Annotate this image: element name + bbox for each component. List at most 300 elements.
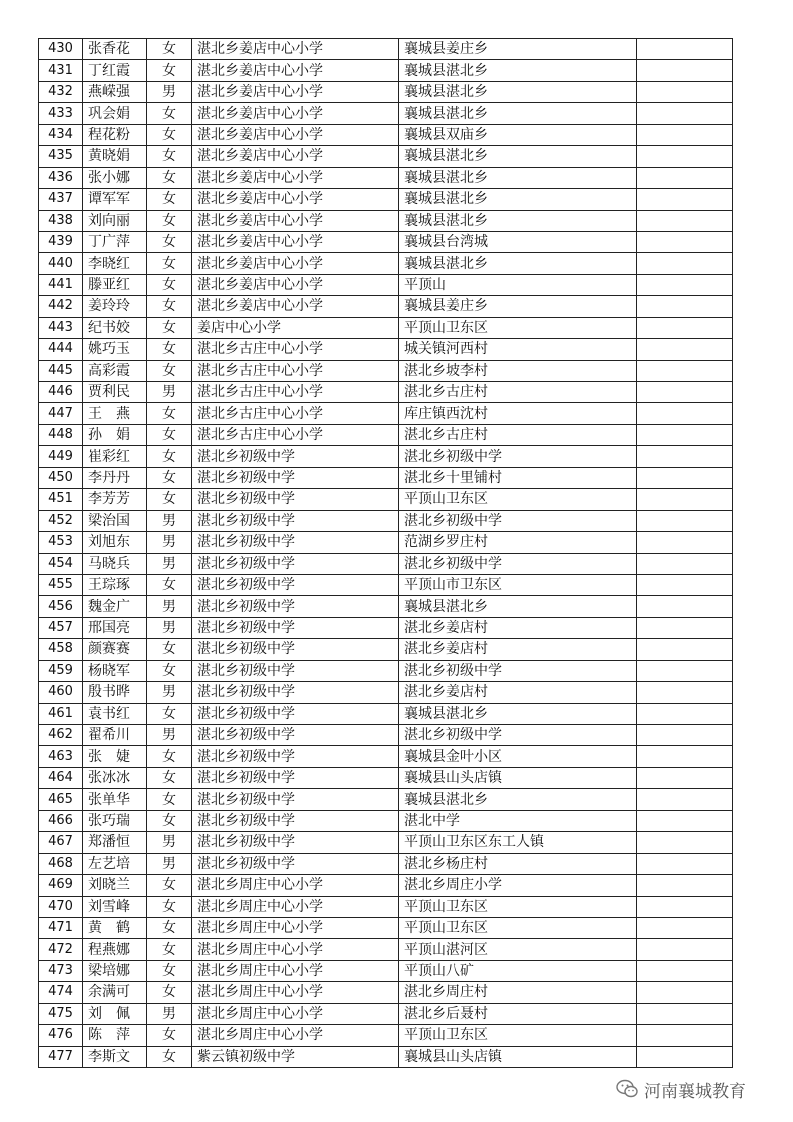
remark-cell [637, 274, 733, 295]
table-row [39, 767, 733, 788]
remark-cell [637, 403, 733, 424]
gender-cell: 女 [147, 982, 192, 1003]
row-number-cell: 456 [39, 596, 83, 617]
remark-cell [637, 1003, 733, 1024]
school-cell: 姜店中心小学 [192, 317, 399, 338]
address-cell: 襄城县湛北乡 [399, 596, 637, 617]
row-number-cell: 463 [39, 746, 83, 767]
gender-cell: 女 [147, 124, 192, 145]
table-row [39, 189, 733, 210]
address-cell: 平顶山湛河区 [399, 939, 637, 960]
gender-cell: 女 [147, 360, 192, 381]
table-row [39, 917, 733, 938]
table-row [39, 832, 733, 853]
name-cell: 崔彩红 [83, 446, 147, 467]
address-cell: 襄城县金叶小区 [399, 746, 637, 767]
school-cell: 湛北乡初级中学 [192, 446, 399, 467]
gender-cell: 女 [147, 467, 192, 488]
gender-cell: 女 [147, 60, 192, 81]
remark-cell [637, 467, 733, 488]
name-cell: 黄晓娟 [83, 146, 147, 167]
table-row [39, 103, 733, 124]
gender-cell: 女 [147, 339, 192, 360]
remark-cell [637, 960, 733, 981]
name-cell: 滕亚红 [83, 274, 147, 295]
name-cell: 刘 佩 [83, 1003, 147, 1024]
table-row [39, 446, 733, 467]
address-cell: 襄城县湛北乡 [399, 789, 637, 810]
remark-cell [637, 939, 733, 960]
gender-cell: 女 [147, 960, 192, 981]
remark-cell [637, 146, 733, 167]
table-row [39, 639, 733, 660]
name-cell: 黄 鹤 [83, 917, 147, 938]
gender-cell: 女 [147, 231, 192, 252]
row-number-cell: 444 [39, 339, 83, 360]
table-row [39, 725, 733, 746]
address-cell: 襄城县湛北乡 [399, 103, 637, 124]
gender-cell: 女 [147, 875, 192, 896]
table-row [39, 853, 733, 874]
name-cell: 巩会娟 [83, 103, 147, 124]
remark-cell [637, 725, 733, 746]
name-cell: 刘晓兰 [83, 875, 147, 896]
row-number-cell: 471 [39, 917, 83, 938]
address-cell: 襄城县湛北乡 [399, 189, 637, 210]
gender-cell: 女 [147, 317, 192, 338]
name-cell: 左艺培 [83, 853, 147, 874]
gender-cell: 女 [147, 896, 192, 917]
address-cell: 湛北乡杨庄村 [399, 853, 637, 874]
gender-cell: 女 [147, 210, 192, 231]
name-cell: 程花粉 [83, 124, 147, 145]
row-number-cell: 462 [39, 725, 83, 746]
gender-cell: 女 [147, 574, 192, 595]
school-cell: 湛北乡初级中学 [192, 489, 399, 510]
name-cell: 李丹丹 [83, 467, 147, 488]
school-cell: 湛北乡周庄中心小学 [192, 917, 399, 938]
table-row [39, 167, 733, 188]
name-cell: 张单华 [83, 789, 147, 810]
name-cell: 高彩霞 [83, 360, 147, 381]
name-cell: 郑潘恒 [83, 832, 147, 853]
remark-cell [637, 767, 733, 788]
table-row [39, 467, 733, 488]
row-number-cell: 469 [39, 875, 83, 896]
row-number-cell: 466 [39, 810, 83, 831]
school-cell: 湛北乡姜店中心小学 [192, 189, 399, 210]
gender-cell: 男 [147, 1003, 192, 1024]
address-cell: 湛北乡初级中学 [399, 553, 637, 574]
gender-cell: 女 [147, 296, 192, 317]
name-cell: 张冰冰 [83, 767, 147, 788]
remark-cell [637, 317, 733, 338]
watermark [616, 1077, 746, 1101]
row-number-cell: 452 [39, 510, 83, 531]
row-number-cell: 440 [39, 253, 83, 274]
school-cell: 湛北乡初级中学 [192, 853, 399, 874]
table-row [39, 317, 733, 338]
table-row [39, 510, 733, 531]
row-number-cell: 464 [39, 767, 83, 788]
table-row [39, 660, 733, 681]
address-cell: 平顶山卫东区东工人镇 [399, 832, 637, 853]
row-number-cell: 431 [39, 60, 83, 81]
row-number-cell: 430 [39, 39, 83, 60]
row-number-cell: 459 [39, 660, 83, 681]
school-cell: 湛北乡初级中学 [192, 725, 399, 746]
remark-cell [637, 682, 733, 703]
address-cell: 湛北乡姜店村 [399, 639, 637, 660]
name-cell: 丁广萍 [83, 231, 147, 252]
school-cell: 湛北乡初级中学 [192, 467, 399, 488]
school-cell: 湛北乡周庄中心小学 [192, 1003, 399, 1024]
table-row [39, 60, 733, 81]
gender-cell: 女 [147, 274, 192, 295]
table-row [39, 896, 733, 917]
gender-cell: 女 [147, 767, 192, 788]
school-cell: 湛北乡初级中学 [192, 510, 399, 531]
address-cell: 平顶山卫东区 [399, 896, 637, 917]
remark-cell [637, 917, 733, 938]
row-number-cell: 468 [39, 853, 83, 874]
remark-cell [637, 210, 733, 231]
remark-cell [637, 510, 733, 531]
remark-cell [637, 853, 733, 874]
address-cell: 平顶山卫东区 [399, 489, 637, 510]
table-row [39, 810, 733, 831]
school-cell: 湛北乡周庄中心小学 [192, 1025, 399, 1046]
school-cell: 湛北乡初级中学 [192, 617, 399, 638]
school-cell: 湛北乡周庄中心小学 [192, 875, 399, 896]
gender-cell: 女 [147, 189, 192, 210]
row-number-cell: 448 [39, 424, 83, 445]
row-number-cell: 434 [39, 124, 83, 145]
table-row [39, 360, 733, 381]
remark-cell [637, 81, 733, 102]
school-cell: 湛北乡初级中学 [192, 832, 399, 853]
wechat-official-account-icon [616, 1079, 638, 1099]
row-number-cell: 458 [39, 639, 83, 660]
school-cell: 湛北乡姜店中心小学 [192, 60, 399, 81]
name-cell: 孙 娟 [83, 424, 147, 445]
school-cell: 湛北乡初级中学 [192, 553, 399, 574]
row-number-cell: 451 [39, 489, 83, 510]
address-cell: 襄城县湛北乡 [399, 81, 637, 102]
address-cell: 湛北乡初级中学 [399, 510, 637, 531]
name-cell: 张香花 [83, 39, 147, 60]
name-cell: 贾利民 [83, 382, 147, 403]
remark-cell [637, 39, 733, 60]
gender-cell: 女 [147, 660, 192, 681]
table-row [39, 210, 733, 231]
address-cell: 城关镇河西村 [399, 339, 637, 360]
gender-cell: 女 [147, 253, 192, 274]
gender-cell: 女 [147, 1046, 192, 1067]
school-cell: 湛北乡古庄中心小学 [192, 403, 399, 424]
row-number-cell: 461 [39, 703, 83, 724]
school-cell: 湛北乡姜店中心小学 [192, 103, 399, 124]
name-cell: 姜玲玲 [83, 296, 147, 317]
school-cell: 湛北乡古庄中心小学 [192, 360, 399, 381]
address-cell: 湛北乡初级中学 [399, 725, 637, 746]
table-row [39, 682, 733, 703]
name-cell: 翟希川 [83, 725, 147, 746]
school-cell: 湛北乡姜店中心小学 [192, 146, 399, 167]
table-row [39, 1003, 733, 1024]
address-cell: 湛北乡姜店村 [399, 682, 637, 703]
name-cell: 余满可 [83, 982, 147, 1003]
row-number-cell: 443 [39, 317, 83, 338]
row-number-cell: 450 [39, 467, 83, 488]
school-cell: 湛北乡周庄中心小学 [192, 982, 399, 1003]
school-cell: 湛北乡姜店中心小学 [192, 210, 399, 231]
row-number-cell: 467 [39, 832, 83, 853]
name-cell: 燕嵘强 [83, 81, 147, 102]
table-row [39, 146, 733, 167]
gender-cell: 男 [147, 596, 192, 617]
address-cell: 襄城县姜庄乡 [399, 296, 637, 317]
name-cell: 纪书姣 [83, 317, 147, 338]
school-cell: 湛北乡初级中学 [192, 767, 399, 788]
name-cell: 丁红霞 [83, 60, 147, 81]
address-cell: 湛北乡古庄村 [399, 382, 637, 403]
table-row [39, 124, 733, 145]
gender-cell: 男 [147, 682, 192, 703]
row-number-cell: 474 [39, 982, 83, 1003]
school-cell: 湛北乡初级中学 [192, 596, 399, 617]
remark-cell [637, 832, 733, 853]
address-cell: 库庄镇西沈村 [399, 403, 637, 424]
table-row [39, 596, 733, 617]
gender-cell: 男 [147, 532, 192, 553]
remark-cell [637, 360, 733, 381]
gender-cell: 男 [147, 617, 192, 638]
address-cell: 平顶山卫东区 [399, 317, 637, 338]
name-cell: 颜赛赛 [83, 639, 147, 660]
name-cell: 张小娜 [83, 167, 147, 188]
name-cell: 李晓红 [83, 253, 147, 274]
remark-cell [637, 574, 733, 595]
school-cell: 湛北乡姜店中心小学 [192, 39, 399, 60]
table-row [39, 939, 733, 960]
address-cell: 平顶山卫东区 [399, 917, 637, 938]
gender-cell: 女 [147, 703, 192, 724]
address-cell: 襄城县湛北乡 [399, 703, 637, 724]
address-cell: 平顶山卫东区 [399, 1025, 637, 1046]
name-cell: 程燕娜 [83, 939, 147, 960]
gender-cell: 男 [147, 553, 192, 574]
name-cell: 王 燕 [83, 403, 147, 424]
gender-cell: 女 [147, 403, 192, 424]
remark-cell [637, 231, 733, 252]
address-cell: 湛北中学 [399, 810, 637, 831]
name-cell: 李芳芳 [83, 489, 147, 510]
address-cell: 襄城县湛北乡 [399, 210, 637, 231]
address-cell: 湛北乡古庄村 [399, 424, 637, 445]
table-row [39, 274, 733, 295]
school-cell: 湛北乡姜店中心小学 [192, 81, 399, 102]
table-row [39, 875, 733, 896]
school-cell: 湛北乡周庄中心小学 [192, 939, 399, 960]
address-cell: 襄城县台湾城 [399, 231, 637, 252]
row-number-cell: 441 [39, 274, 83, 295]
remark-cell [637, 424, 733, 445]
row-number-cell: 453 [39, 532, 83, 553]
school-cell: 湛北乡姜店中心小学 [192, 231, 399, 252]
name-cell: 邢国亮 [83, 617, 147, 638]
row-number-cell: 465 [39, 789, 83, 810]
remark-cell [637, 746, 733, 767]
remark-cell [637, 896, 733, 917]
remark-cell [637, 1046, 733, 1067]
gender-cell: 女 [147, 167, 192, 188]
table-row [39, 617, 733, 638]
row-number-cell: 437 [39, 189, 83, 210]
school-cell: 湛北乡初级中学 [192, 532, 399, 553]
gender-cell: 男 [147, 510, 192, 531]
school-cell: 湛北乡初级中学 [192, 789, 399, 810]
gender-cell: 女 [147, 917, 192, 938]
table-row [39, 1046, 733, 1067]
school-cell: 湛北乡古庄中心小学 [192, 339, 399, 360]
remark-cell [637, 789, 733, 810]
row-number-cell: 470 [39, 896, 83, 917]
name-cell: 陈 萍 [83, 1025, 147, 1046]
name-cell: 谭军军 [83, 189, 147, 210]
gender-cell: 女 [147, 489, 192, 510]
gender-cell: 女 [147, 1025, 192, 1046]
school-cell: 湛北乡初级中学 [192, 682, 399, 703]
name-cell: 张 婕 [83, 746, 147, 767]
name-cell: 杨晓军 [83, 660, 147, 681]
table-row [39, 424, 733, 445]
table-row [39, 296, 733, 317]
remark-cell [637, 382, 733, 403]
row-number-cell: 454 [39, 553, 83, 574]
row-number-cell: 477 [39, 1046, 83, 1067]
school-cell: 湛北乡初级中学 [192, 660, 399, 681]
address-cell: 襄城县双庙乡 [399, 124, 637, 145]
table-row [39, 1025, 733, 1046]
name-cell: 刘向丽 [83, 210, 147, 231]
address-cell: 襄城县湛北乡 [399, 60, 637, 81]
remark-cell [637, 703, 733, 724]
remark-cell [637, 253, 733, 274]
name-cell: 魏金广 [83, 596, 147, 617]
table-row [39, 489, 733, 510]
address-cell: 湛北乡初级中学 [399, 660, 637, 681]
row-number-cell: 432 [39, 81, 83, 102]
name-cell: 马晓兵 [83, 553, 147, 574]
remark-cell [637, 617, 733, 638]
table-row [39, 532, 733, 553]
watermark-text: 河南襄城教育 [644, 1081, 746, 1102]
gender-cell: 男 [147, 832, 192, 853]
row-number-cell: 473 [39, 960, 83, 981]
address-cell: 湛北乡姜店村 [399, 617, 637, 638]
gender-cell: 男 [147, 853, 192, 874]
table-row [39, 403, 733, 424]
row-number-cell: 446 [39, 382, 83, 403]
name-cell: 刘雪峰 [83, 896, 147, 917]
table-row [39, 339, 733, 360]
table-row [39, 81, 733, 102]
address-cell: 湛北乡坡李村 [399, 360, 637, 381]
address-cell: 湛北乡后聂村 [399, 1003, 637, 1024]
row-number-cell: 445 [39, 360, 83, 381]
remark-cell [637, 339, 733, 360]
remark-cell [637, 489, 733, 510]
school-cell: 湛北乡姜店中心小学 [192, 167, 399, 188]
remark-cell [637, 639, 733, 660]
row-number-cell: 436 [39, 167, 83, 188]
table-row [39, 39, 733, 60]
address-cell: 湛北乡初级中学 [399, 446, 637, 467]
row-number-cell: 476 [39, 1025, 83, 1046]
address-cell: 平顶山八矿 [399, 960, 637, 981]
address-cell: 襄城县山头店镇 [399, 1046, 637, 1067]
row-number-cell: 447 [39, 403, 83, 424]
table-row [39, 789, 733, 810]
table-row [39, 553, 733, 574]
address-cell: 范湖乡罗庄村 [399, 532, 637, 553]
table-row [39, 960, 733, 981]
name-cell: 姚巧玉 [83, 339, 147, 360]
name-cell: 王琮琢 [83, 574, 147, 595]
table-row [39, 253, 733, 274]
remark-cell [637, 810, 733, 831]
school-cell: 湛北乡初级中学 [192, 639, 399, 660]
address-cell: 湛北乡十里铺村 [399, 467, 637, 488]
school-cell: 紫云镇初级中学 [192, 1046, 399, 1067]
roster-body [39, 39, 733, 1068]
school-cell: 湛北乡姜店中心小学 [192, 253, 399, 274]
remark-cell [637, 982, 733, 1003]
school-cell: 湛北乡初级中学 [192, 703, 399, 724]
remark-cell [637, 446, 733, 467]
remark-cell [637, 596, 733, 617]
table-row [39, 703, 733, 724]
gender-cell: 女 [147, 39, 192, 60]
gender-cell: 女 [147, 424, 192, 445]
row-number-cell: 442 [39, 296, 83, 317]
name-cell: 袁书红 [83, 703, 147, 724]
school-cell: 湛北乡姜店中心小学 [192, 124, 399, 145]
row-number-cell: 433 [39, 103, 83, 124]
name-cell: 梁治国 [83, 510, 147, 531]
school-cell: 湛北乡姜店中心小学 [192, 274, 399, 295]
gender-cell: 女 [147, 639, 192, 660]
gender-cell: 男 [147, 382, 192, 403]
gender-cell: 女 [147, 810, 192, 831]
row-number-cell: 435 [39, 146, 83, 167]
personnel-roster-table [38, 38, 733, 1068]
address-cell: 湛北乡周庄村 [399, 982, 637, 1003]
remark-cell [637, 103, 733, 124]
row-number-cell: 475 [39, 1003, 83, 1024]
remark-cell [637, 167, 733, 188]
remark-cell [637, 553, 733, 574]
remark-cell [637, 124, 733, 145]
gender-cell: 女 [147, 939, 192, 960]
name-cell: 张巧瑞 [83, 810, 147, 831]
school-cell: 湛北乡周庄中心小学 [192, 960, 399, 981]
name-cell: 李斯文 [83, 1046, 147, 1067]
row-number-cell: 438 [39, 210, 83, 231]
school-cell: 湛北乡周庄中心小学 [192, 896, 399, 917]
remark-cell [637, 189, 733, 210]
